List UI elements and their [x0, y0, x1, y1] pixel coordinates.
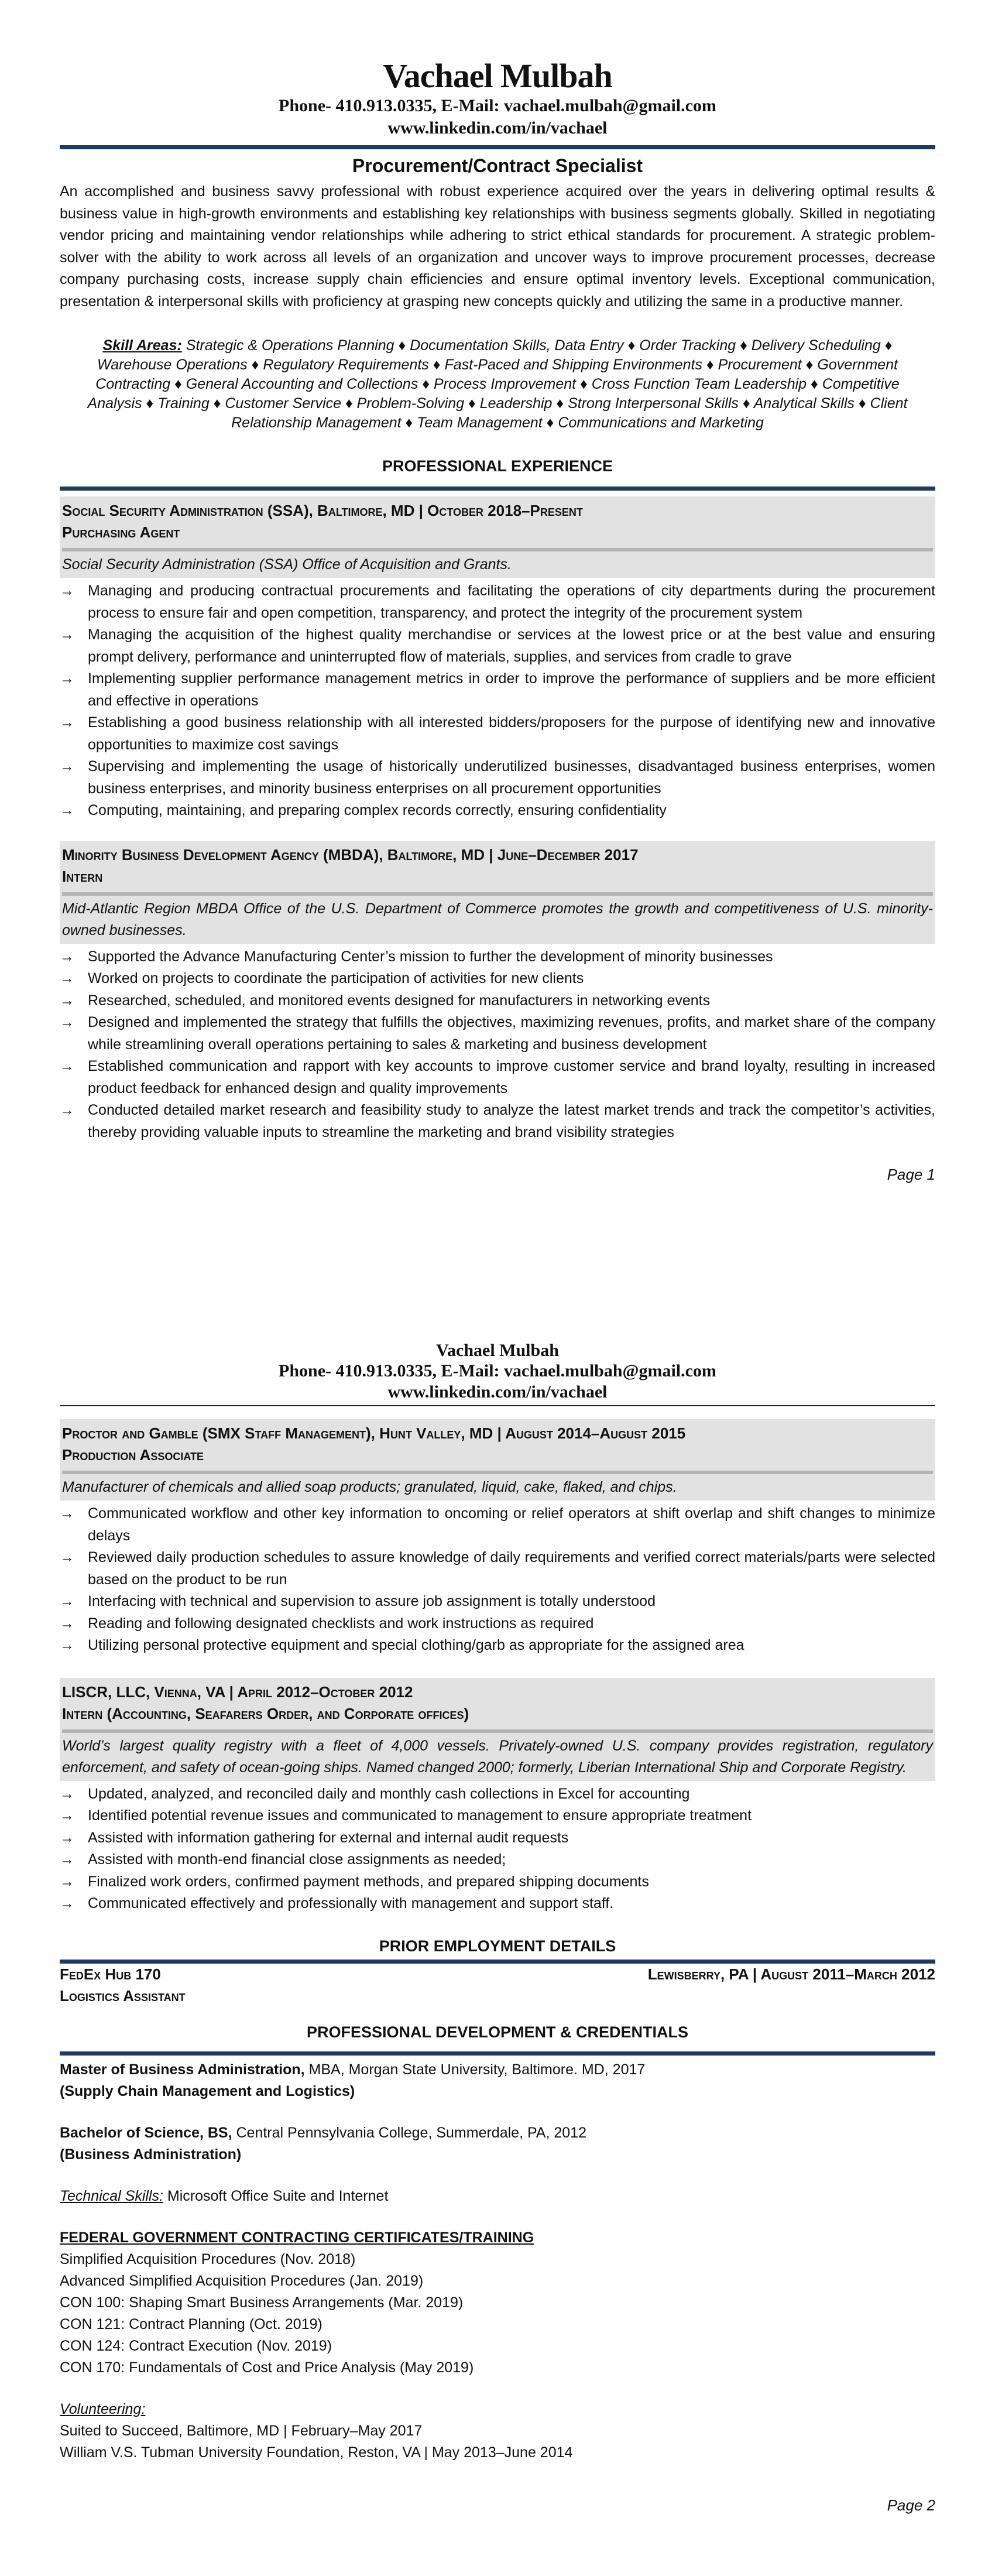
arrow-icon: → — [60, 670, 74, 687]
list-item — [60, 1099, 935, 1143]
volunteering-item: Suited to Succeed, Baltimore, MD | February–May 2017 — [60, 2422, 423, 2439]
bullet-text: Communicated effectively and professionally with management and support staff. — [88, 1895, 614, 1912]
arrow-icon: → — [60, 1851, 74, 1868]
job-title: Purchasing Agent — [62, 523, 180, 541]
divider — [60, 145, 935, 149]
certificate-item: CON 121: Contract Planning (Oct. 2019) — [60, 2315, 322, 2332]
arrow-icon: → — [60, 802, 74, 818]
technical-skills-label: Technical Skills: — [60, 2187, 163, 2204]
list-item — [60, 1849, 935, 1871]
list-item — [60, 968, 935, 990]
arrow-icon: → — [60, 970, 74, 986]
contact-line: Phone- 410.913.0335, E-Mail: vachael.mulbah@gmail.com — [279, 1361, 716, 1381]
skill-areas-text: Strategic & Operations Planning ♦ Documentation Skills, Data Entry ♦ Order Tracking ♦ Delivery Scheduling ♦ Warehouse Operations ♦ Regulatory Requirements ♦ Fast-Paced and Shipping Environments ♦ Procurement ♦ Government Contracting ♦ General Accounting and Collections ♦ Process Improvement ♦ Cross Function Team Leadership ♦ Competitive Analysis ♦ Training ♦ Customer Service ♦ Problem-Solving ♦ Leadership ♦ Strong Interpersonal Skills ♦ Analytical Skills ♦ Client Relationship Management ♦ Team Management ♦ Communications and Marketing — [87, 337, 908, 431]
section-heading-experience: PROFESSIONAL EXPERIENCE — [382, 457, 613, 475]
bullet-text: Identified potential revenue issues and communicated to management to ensure appropriate treatment — [88, 1807, 752, 1824]
bullet-text: Established communication and rapport with key accounts to improve customer service and brand loyalty, resulting in increased product feedback for enhanced design and quality improvements — [88, 1058, 935, 1097]
divider — [60, 1960, 935, 1964]
page-number: Page 2 — [887, 2496, 935, 2514]
list-item — [60, 1827, 935, 1849]
degree-detail: Central Pennsylvania College, Summerdale, PA, 2012 — [232, 2124, 586, 2141]
job-employer: Social Security Administration (SSA), Baltimore, MD | October 2018–Present — [62, 502, 583, 519]
divider — [60, 1405, 935, 1406]
degree: Bachelor of Science, BS, — [60, 2124, 232, 2141]
linkedin-url[interactable]: www.linkedin.com/in/vachael — [387, 1382, 608, 1402]
linkedin-url[interactable]: www.linkedin.com/in/vachael — [387, 118, 608, 138]
bullet-text: Supervising and implementing the usage of historically underutilized businesses, disadvantaged business enterprises, women business enterprises, and minority business enterprises on all procurement opportunities — [88, 758, 935, 797]
prior-location-dates: Lewisberry, PA | August 2011–March 2012 — [647, 1965, 935, 1983]
contact-line: Phone- 410.913.0335, E-Mail: vachael.mulbah@gmail.com — [279, 96, 716, 115]
divider — [62, 1729, 933, 1733]
list-item — [60, 1783, 935, 1806]
bullet-text: Implementing supplier performance management metrics in order to improve the performance of suppliers and be more efficient and effective in operations — [88, 670, 935, 709]
job-employer: Proctor and Gamble (SMX Staff Management), Hunt Valley, MD | August 2014–August 2015 — [62, 1424, 686, 1442]
arrow-icon: → — [60, 626, 74, 643]
job-entry — [60, 1419, 935, 1657]
skill-areas-label: Skill Areas: — [102, 337, 182, 354]
arrow-icon: → — [60, 1593, 74, 1609]
bullet-text: Worked on projects to coordinate the participation of activities for new clients — [88, 970, 584, 986]
section-heading-prior: PRIOR EMPLOYMENT DETAILS — [379, 1937, 616, 1955]
job-description: Social Security Administration (SSA) Office of Acquisition and Grants. — [62, 556, 512, 573]
certificate-item: CON 100: Shaping Smart Business Arrangements (Mar. 2019) — [60, 2294, 464, 2311]
list-item — [60, 1635, 935, 1657]
bullet-text: Assisted with month-end financial close assignments as needed; — [88, 1851, 506, 1868]
list-item — [60, 990, 935, 1012]
arrow-icon: → — [60, 1014, 74, 1030]
bullet-text: Updated, analyzed, and reconciled daily and monthly cash collections in Excel for accounting — [88, 1785, 690, 1802]
list-item — [60, 1503, 935, 1547]
list-item — [60, 1591, 935, 1613]
job-description: World’s largest quality registry with a fleet of 4,000 vessels. Privately-owned U.S. company provides registration, regulatory enforcement, and safety of ocean-going ships. Named changed 2000; formerly, Liberian International Ship and Corporate Registry. — [62, 1737, 933, 1776]
technical-skills — [60, 2186, 935, 2207]
bullet-text: Researched, scheduled, and monitored events designed for manufacturers in networking events — [88, 992, 711, 1009]
list-item — [60, 668, 935, 712]
candidate-name: Vachael Mulbah — [436, 1341, 559, 1360]
arrow-icon: → — [60, 1549, 74, 1566]
list-item — [60, 800, 935, 822]
job-employer: Minority Business Development Agency (MBDA), Baltimore, MD | June–December 2017 — [62, 845, 639, 864]
divider — [62, 1471, 933, 1474]
job-bullets — [60, 1783, 935, 1915]
job-entry — [60, 496, 935, 822]
divider — [62, 892, 933, 896]
bullet-text: Interfacing with technical and supervision to assure job assignment is totally understood — [88, 1593, 656, 1609]
list-item — [60, 1547, 935, 1591]
arrow-icon: → — [60, 1873, 74, 1890]
list-item — [60, 1613, 935, 1635]
arrow-icon: → — [60, 1505, 74, 1522]
bullet-text: Designed and implemented the strategy that fulfills the objectives, maximizing revenues, profits, and market share of the company while streamlining overall operations pertaining to sales & marketing and business development — [88, 1014, 935, 1053]
volunteering-item: William V.S. Tubman University Foundation, Reston, VA | May 2013–June 2014 — [60, 2444, 573, 2461]
bullet-text: Conducted detailed market research and feasibility study to analyze the latest market trends and track the competitor’s activities, thereby providing valuable inputs to streamline the marketing and brand visibility strategies — [88, 1102, 935, 1140]
job-header-box — [60, 1678, 935, 1781]
certificate-item: Simplified Acquisition Procedures (Nov. 2018) — [60, 2250, 356, 2267]
bullet-text: Managing the acquisition of the highest quality merchandise or services at the lowest price or at the best value and ensuring prompt delivery, performance and uninterrupted flow of materials, supplies, and services from cradle to grave — [88, 626, 935, 665]
arrow-icon: → — [60, 758, 74, 775]
technical-skills-text: Microsoft Office Suite and Internet — [163, 2187, 389, 2204]
education-item — [60, 2059, 935, 2102]
degree-focus: (Supply Chain Management and Logistics) — [60, 2082, 355, 2099]
certificate-item: CON 170: Fundamentals of Cost and Price Analysis (May 2019) — [60, 2359, 474, 2376]
prior-title: Logistics Assistant — [60, 1986, 186, 2005]
volunteering-label: Volunteering: — [60, 2400, 146, 2417]
bullet-text: Reviewed daily production schedules to assure knowledge of daily requirements and verified correct materials/parts were selected based on the product to be run — [88, 1549, 935, 1588]
job-bullets — [60, 580, 935, 822]
summary: An accomplished and business savvy professional with robust experience acquired over the years in delivering optimal results & business value in high-growth environments and establishing key relationships with business segments globally. Skilled in negotiating vendor pricing and maintaining vendor relationships while adhering to strict ethical standards for procurement. A strategic problem-solver with the ability to work across all levels of an organization and uncover ways to improve procurement processes, decrease company purchasing costs, increase supply chain efficiencies and ensure optimal inventory levels. Exceptional communication, presentation & interpersonal skills with proficiency at grasping new concepts quickly and utilizing the same in a productive manner. — [60, 183, 935, 310]
job-entry — [60, 1678, 935, 1915]
job-title: Intern — [62, 867, 103, 885]
job-title: Intern (Accounting, Seafarers Order, and Corporate offices) — [62, 1704, 469, 1722]
bullet-text: Assisted with information gathering for external and internal audit requests — [88, 1829, 569, 1846]
arrow-icon: → — [60, 1615, 74, 1632]
bullet-text: Finalized work orders, confirmed payment methods, and prepared shipping documents — [88, 1873, 649, 1890]
arrow-icon: → — [60, 992, 74, 1009]
bullet-text: Reading and following designated checklists and work instructions as required — [88, 1615, 594, 1632]
candidate-name: Vachael Mulbah — [383, 57, 612, 95]
job-header-box — [60, 1419, 935, 1501]
list-item — [60, 1893, 935, 1915]
list-item — [60, 580, 935, 624]
arrow-icon: → — [60, 1829, 74, 1846]
list-item — [60, 1012, 935, 1056]
list-item — [60, 1871, 935, 1893]
prior-employer: FedEx Hub 170 — [60, 1965, 161, 1983]
bullet-text: Utilizing personal protective equipment and special clothing/garb as appropriate for the assigned area — [88, 1637, 744, 1653]
degree: Master of Business Administration, — [60, 2061, 305, 2078]
divider — [60, 2051, 935, 2056]
list-item — [60, 756, 935, 800]
bullet-text: Establishing a good business relationship with all interested bidders/proposers for the purpose of identifying new and innovative opportunities to maximize cost savings — [88, 714, 935, 753]
divider — [62, 548, 933, 551]
arrow-icon: → — [60, 583, 74, 599]
arrow-icon: → — [60, 1807, 74, 1824]
job-bullets — [60, 1503, 935, 1657]
bullet-text: Managing and producing contractual procurements and facilitating the operations of city departments during the procurement process to ensure fair and open competition, transparency, and protect the integrity of the procurement system — [88, 583, 935, 621]
arrow-icon: → — [60, 1637, 74, 1653]
page-2 — [60, 1341, 935, 2515]
list-item — [60, 946, 935, 968]
arrow-icon: → — [60, 714, 74, 731]
arrow-icon: → — [60, 1895, 74, 1912]
bullet-text: Communicated workflow and other key information to oncoming or relief operators at shift overlap and shift changes to minimize delays — [88, 1505, 935, 1544]
list-item — [60, 712, 935, 756]
education-item — [60, 2122, 935, 2166]
page-number: Page 1 — [887, 1166, 935, 1183]
bullet-text: Supported the Advance Manufacturing Center’s mission to further the development of minority businesses — [88, 948, 773, 965]
job-header-box — [60, 496, 935, 578]
degree-detail: MBA, Morgan State University, Baltimore. MD, 2017 — [304, 2061, 646, 2078]
list-item — [60, 1056, 935, 1099]
list-item — [60, 624, 935, 668]
job-header-box — [60, 841, 935, 944]
job-entry — [60, 841, 935, 1144]
arrow-icon: → — [60, 1058, 74, 1074]
headline: Procurement/Contract Specialist — [352, 155, 643, 176]
page-1 — [60, 57, 935, 1184]
job-description: Manufacturer of chemicals and allied soap products; granulated, liquid, cake, flaked, and chips. — [62, 1479, 677, 1495]
job-employer: LISCR, LLC, Vienna, VA | April 2012–October 2012 — [62, 1683, 413, 1701]
arrow-icon: → — [60, 948, 74, 965]
job-description: Mid-Atlantic Region MBDA Office of the U.S. Department of Commerce promotes the growth and competitiveness of U.S. minority-owned businesses. — [62, 900, 933, 938]
arrow-icon: → — [60, 1785, 74, 1802]
certificate-item: Advanced Simplified Acquisition Procedures (Jan. 2019) — [60, 2272, 424, 2289]
prior-employer-row — [60, 1964, 935, 1985]
skill-areas — [60, 336, 935, 433]
list-item — [60, 1805, 935, 1827]
certificate-item: CON 124: Contract Execution (Nov. 2019) — [60, 2337, 332, 2354]
divider — [60, 487, 935, 491]
arrow-icon: → — [60, 1102, 74, 1118]
degree-focus: (Business Administration) — [60, 2146, 242, 2163]
bullet-text: Computing, maintaining, and preparing complex records correctly, ensuring confidentiality — [88, 802, 667, 818]
certificates-heading: FEDERAL GOVERNMENT CONTRACTING CERTIFICATES/TRAINING — [60, 2229, 534, 2246]
section-heading-development: PROFESSIONAL DEVELOPMENT & CREDENTIALS — [306, 2023, 689, 2041]
job-bullets — [60, 946, 935, 1144]
job-title: Production Associate — [62, 1446, 204, 1464]
